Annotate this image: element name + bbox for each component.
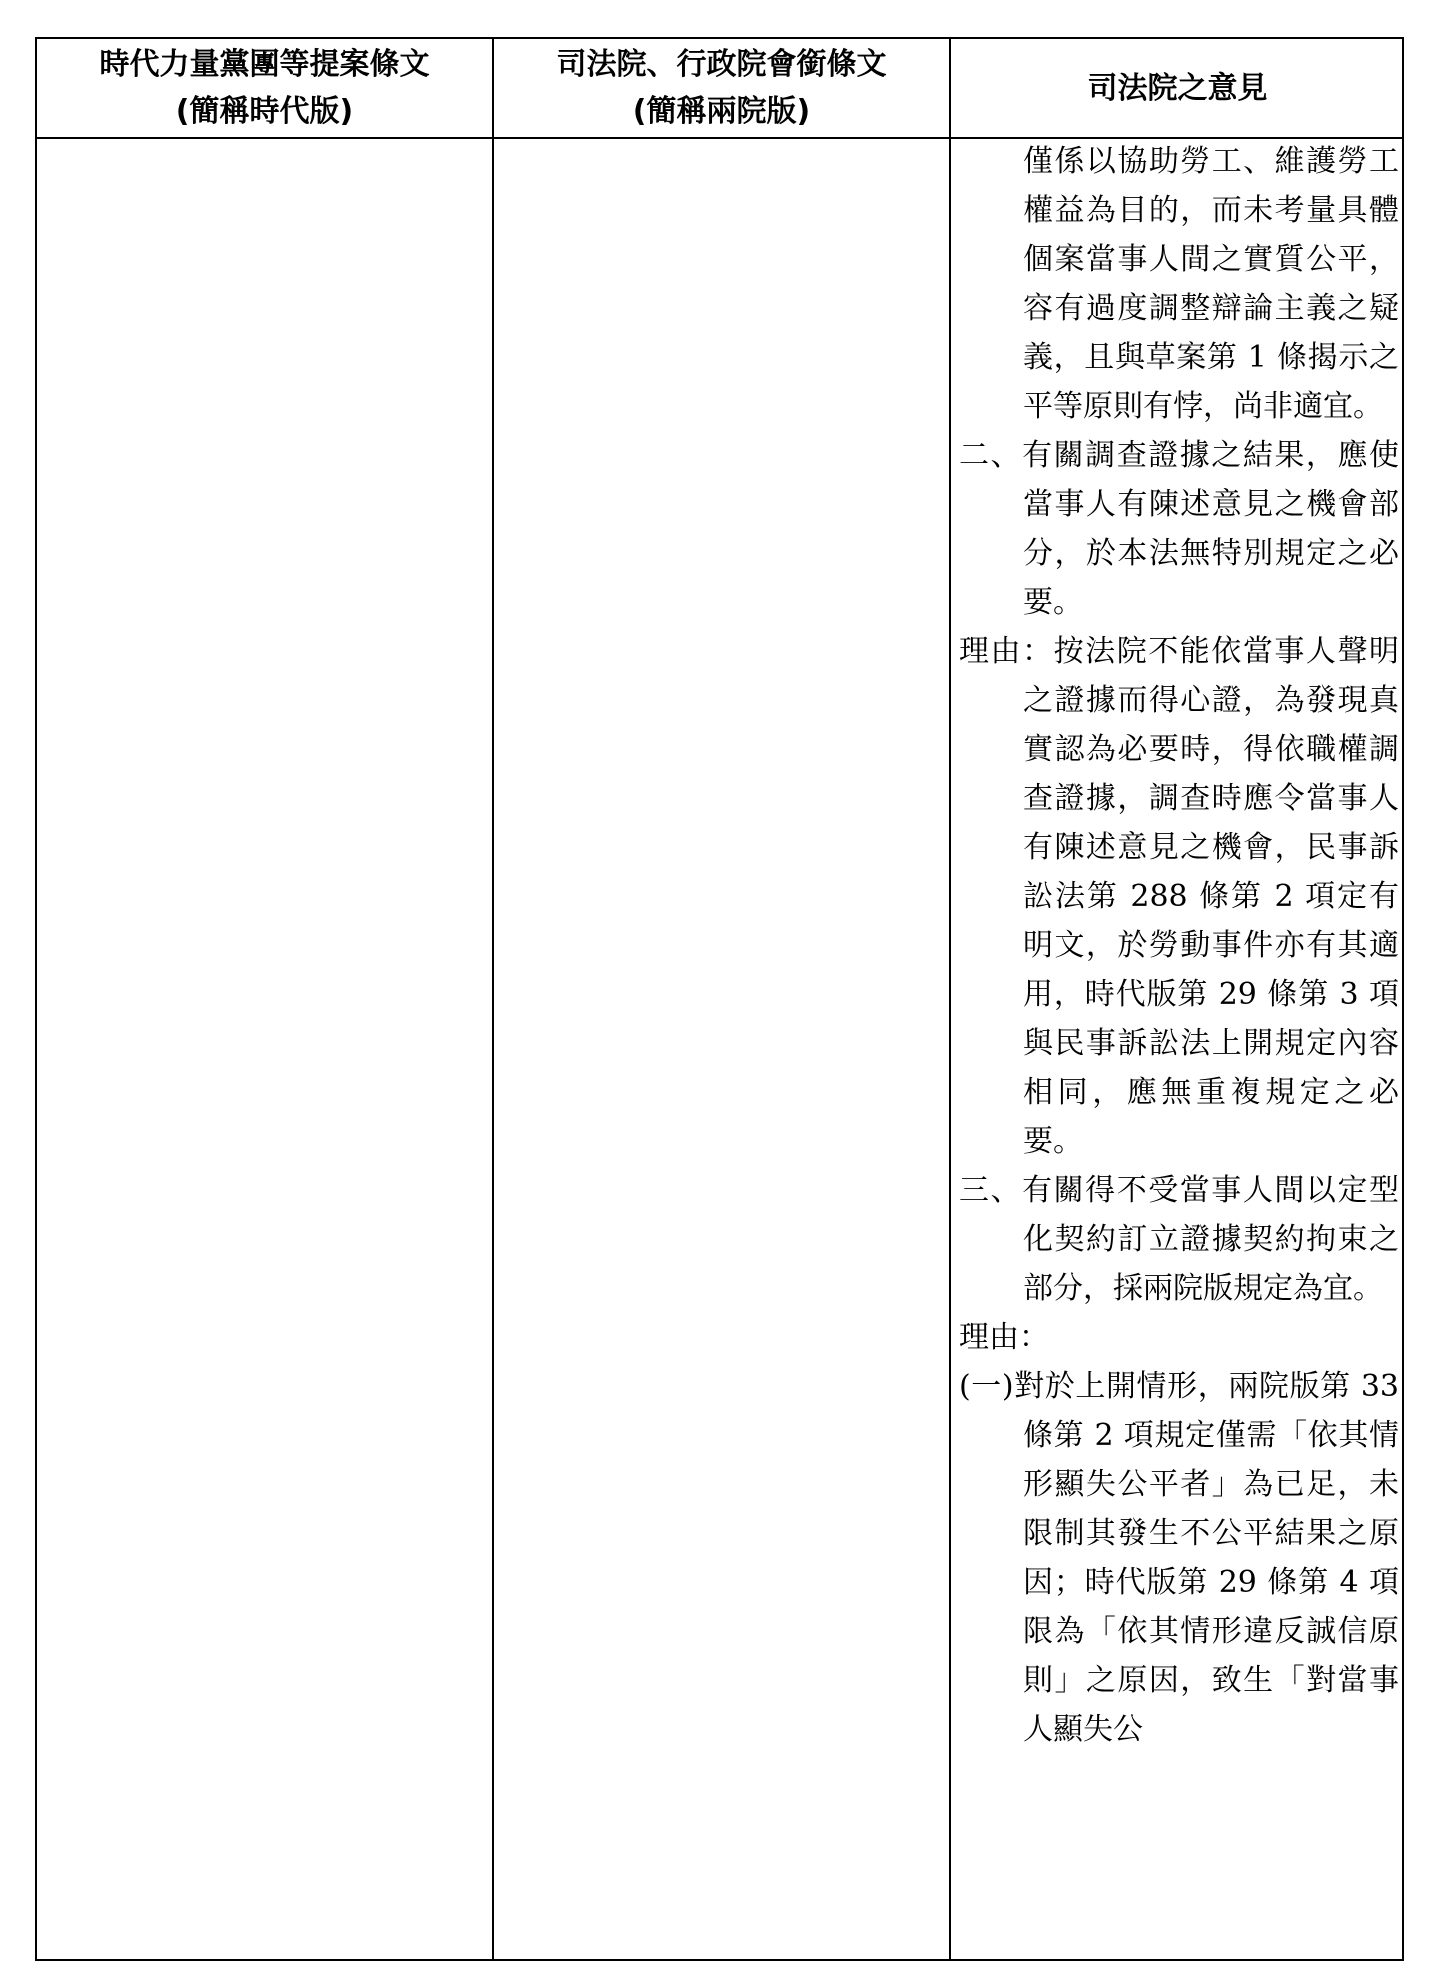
header-title: 司法院之意見: [1087, 70, 1268, 106]
column-divider-2: [949, 39, 951, 1959]
header-subtitle: (簡稱時代版): [175, 94, 354, 129]
judicial-opinion-column: [959, 137, 1399, 1754]
comparison-table: [35, 37, 1404, 1961]
header-cell-judicial-opinion: [951, 39, 1404, 137]
header-subtitle: (簡稱兩院版): [632, 94, 811, 129]
column-divider-1: [492, 39, 494, 1959]
opinion-paragraph-continued: 僅係以協助勞工、維護勞工權益為目的，而未考量具體個案當事人間之實質公平，容有過度調整辯論主義之疑義，且與草案第 1 條揭示之平等原則有悖，尚非適宜。: [1023, 144, 1399, 424]
opinion-point-3: 三、有關得不受當事人間以定型化契約訂立證據契約拘束之部分，採兩院版規定為宜。: [959, 1173, 1399, 1306]
header-cell-shidai-version: [37, 39, 492, 137]
table-header-row: [37, 39, 1402, 139]
opinion-reason-3-1: (一)對於上開情形，兩院版第 33 條第 2 項規定僅需「依其情形顯失公平者」為已足，未限制其發生不公平結果之原因；時代版第 29 條第 4 項限為「依其情形違反誠信原則」之原因，致生「對當事人顯失公: [959, 1369, 1399, 1747]
opinion-point-2: 二、有關調查證據之結果，應使當事人有陳述意見之機會部分，於本法無特別規定之必要。: [959, 438, 1399, 620]
opinion-reason-2: 理由：按法院不能依當事人聲明之證據而得心證，為發現真實認為必要時，得依職權調查證據，調查時應令當事人有陳述意見之機會，民事訴訟法第 288 條第 2 項定有明文，於勞動事件亦有其適用，時代版第 29 條第 3 項與民事訴訟法上開規定內容相同，應無重複規定之必要。: [959, 634, 1399, 1159]
header-title: 司法院、行政院會銜條文: [556, 47, 887, 82]
header-cell-two-yuan-version: [494, 39, 949, 137]
header-title: 時代力量黨團等提案條文: [99, 47, 430, 82]
opinion-reason-label: 理由：: [959, 1320, 1049, 1355]
